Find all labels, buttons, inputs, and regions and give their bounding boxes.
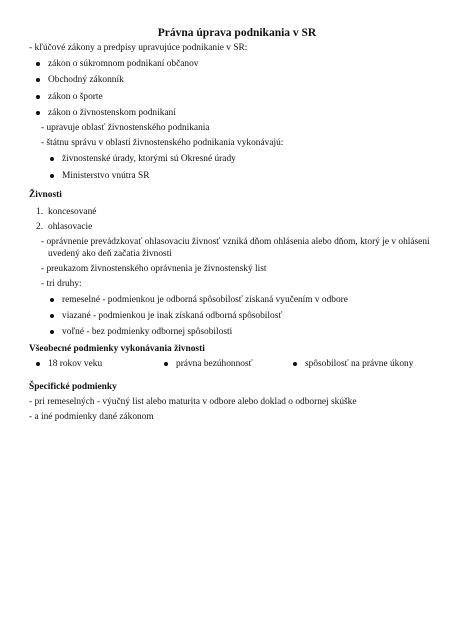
- law-item: zákon o živnostenskom podnikaní: [48, 108, 176, 118]
- intro-line: - kľúčové zákony a predpisy upravujúce podnikanie v SR:: [29, 43, 248, 53]
- law-note: - štátnu správu v oblasti živnostenského podnikania vykonávajú:: [41, 138, 284, 148]
- zivnost-note: - oprávnenie prevádzkovať ohlasovaciu živnosť vzniká dňom ohlásenia alebo dňom, ktorý je v ohlásení: [41, 237, 430, 247]
- bullet-icon: [50, 157, 54, 161]
- section-heading-zivnosti: Živnosti: [29, 190, 62, 200]
- zivnost-type: voľné - bez podmienky odbornej spôsobilosti: [62, 327, 233, 337]
- numbered-item: ohlasovacie: [48, 222, 93, 232]
- bullet-icon: [50, 298, 54, 302]
- bullet-icon: [50, 330, 54, 334]
- bullet-icon: [50, 314, 54, 318]
- specific-condition: - a iné podmienky dané zákonom: [29, 412, 154, 422]
- section-heading-specificke: Špecifické podmienky: [29, 382, 117, 392]
- zivnost-note-continued: uvedený ako deň začatia živnosti: [48, 249, 172, 259]
- zivnost-type: viazané - podmienkou je inak získaná odborná spôsobilosť: [62, 311, 283, 321]
- zivnost-note: - preukazom živnostenského oprávnenia je živnostenský list: [41, 264, 267, 274]
- bullet-icon: [36, 62, 40, 66]
- bullet-icon: [36, 95, 40, 99]
- bullet-icon: [293, 362, 297, 366]
- numbered-marker: 2.: [36, 222, 44, 232]
- law-item: Obchodný zákonník: [48, 75, 124, 85]
- condition-item: spôsobilosť na právne úkony: [305, 359, 414, 369]
- zivnost-note: - tri druhy:: [41, 279, 82, 289]
- section-heading-vseobecne: Všeobecné podmienky vykonávania živnosti: [29, 344, 205, 354]
- numbered-marker: 1.: [36, 207, 44, 217]
- numbered-item: koncesované: [48, 207, 97, 217]
- bullet-icon: [36, 362, 40, 366]
- bullet-icon: [164, 362, 168, 366]
- zivnost-type: remeselné - podmienkou je odborná spôsobilosť získaná vyučením v odbore: [62, 295, 348, 305]
- condition-item: právna bezúhonnosť: [176, 359, 253, 369]
- law-item: zákon o súkromnom podnikaní občanov: [48, 59, 199, 69]
- condition-item: 18 rokov veku: [48, 359, 103, 369]
- bullet-icon: [36, 78, 40, 82]
- law-note: - upravuje oblasť živnostenského podnikania: [41, 123, 210, 133]
- bullet-icon: [36, 111, 40, 115]
- document-title: Právna úprava podnikania v SR: [157, 27, 317, 39]
- law-item: zákon o športe: [48, 92, 103, 102]
- bullet-icon: [50, 174, 54, 178]
- authority-item: Ministerstvo vnútra SR: [62, 171, 150, 181]
- specific-condition: - pri remeselných - výučný list alebo maturita v odbore alebo doklad o odbornej skúške: [29, 397, 357, 407]
- authority-item: živnostenské úrady, ktorými sú Okresné úrady: [62, 154, 236, 164]
